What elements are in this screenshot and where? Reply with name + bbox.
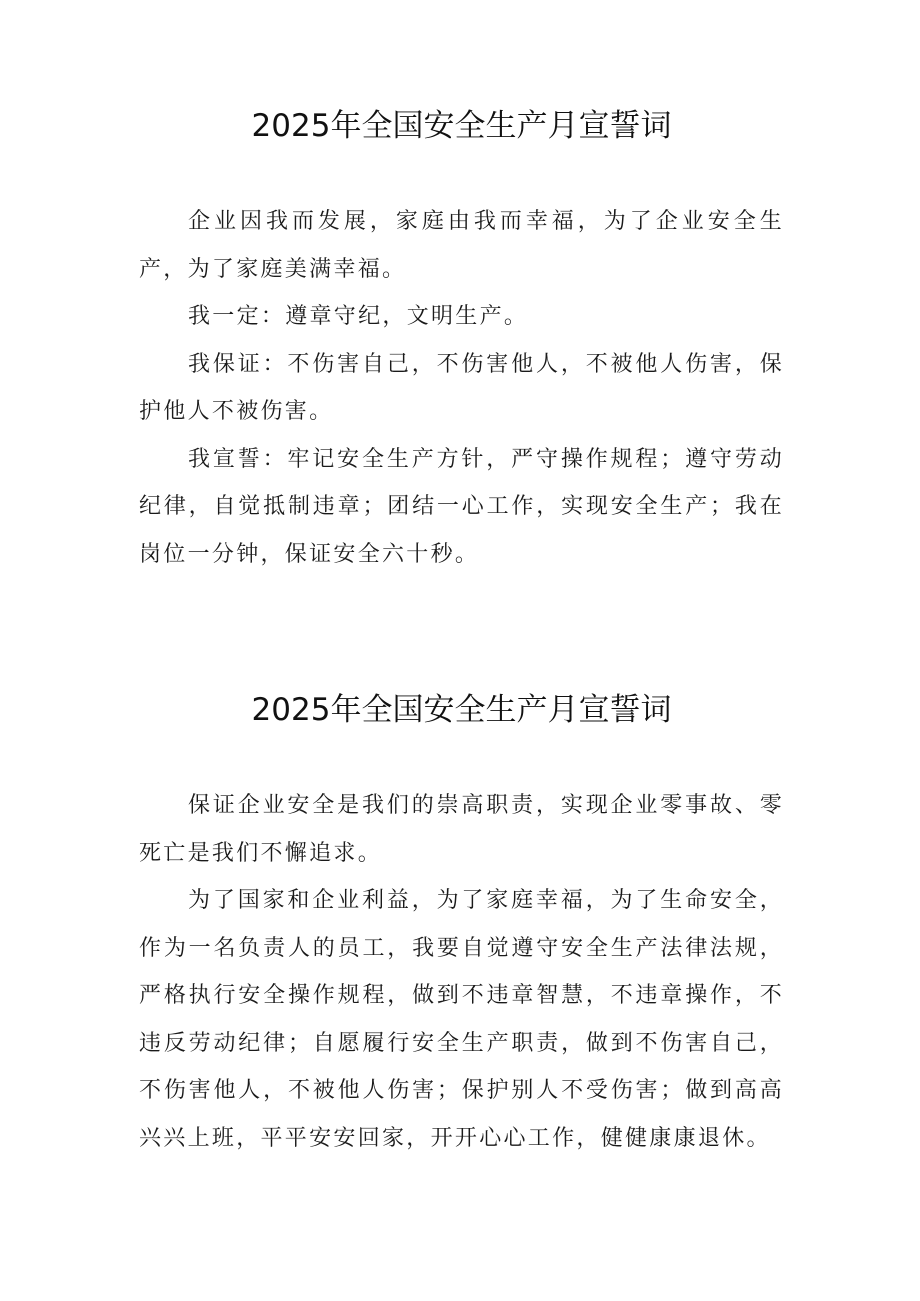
paragraph: 我保证：不伤害自己，不伤害他人，不被他人伤害，保护他人不被伤害。	[139, 351, 784, 424]
paragraph: 企业因我而发展，家庭由我而幸福，为了企业安全生产，为了家庭美满幸福。	[139, 209, 784, 282]
pledge-section-1	[139, 100, 784, 578]
paragraph: 保证企业安全是我们的崇高职责，实现企业零事故、零死亡是我们不懈追求。	[139, 793, 784, 866]
pledge-section-2	[139, 684, 784, 1162]
paragraph: 我一定：遵章守纪，文明生产。	[188, 304, 529, 329]
paragraph: 为了国家和企业利益，为了家庭幸福，为了生命安全，作为一名负责人的员工，我要自觉遵守安全生产法律法规，严格执行安全操作规程，做到不违章智慧，不违章操作，不违反劳动纪律；自愿履行安全生产职责，做到不伤害自己，不伤害他人，不被他人伤害；保护别人不受伤害；做到高高兴兴上班，平平安安回家，开开心心工作，健健康康退休。	[139, 888, 784, 1151]
section-body	[139, 198, 784, 578]
section-body	[139, 782, 784, 1162]
paragraph: 我宣誓：牢记安全生产方针，严守操作规程；遵守劳动纪律，自觉抵制违章；团结一心工作，实现安全生产；我在岗位一分钟，保证安全六十秒。	[139, 446, 784, 567]
section-title: 2025年全国安全生产月宣誓词	[251, 692, 672, 728]
section-title: 2025年全国安全生产月宣誓词	[251, 108, 672, 144]
